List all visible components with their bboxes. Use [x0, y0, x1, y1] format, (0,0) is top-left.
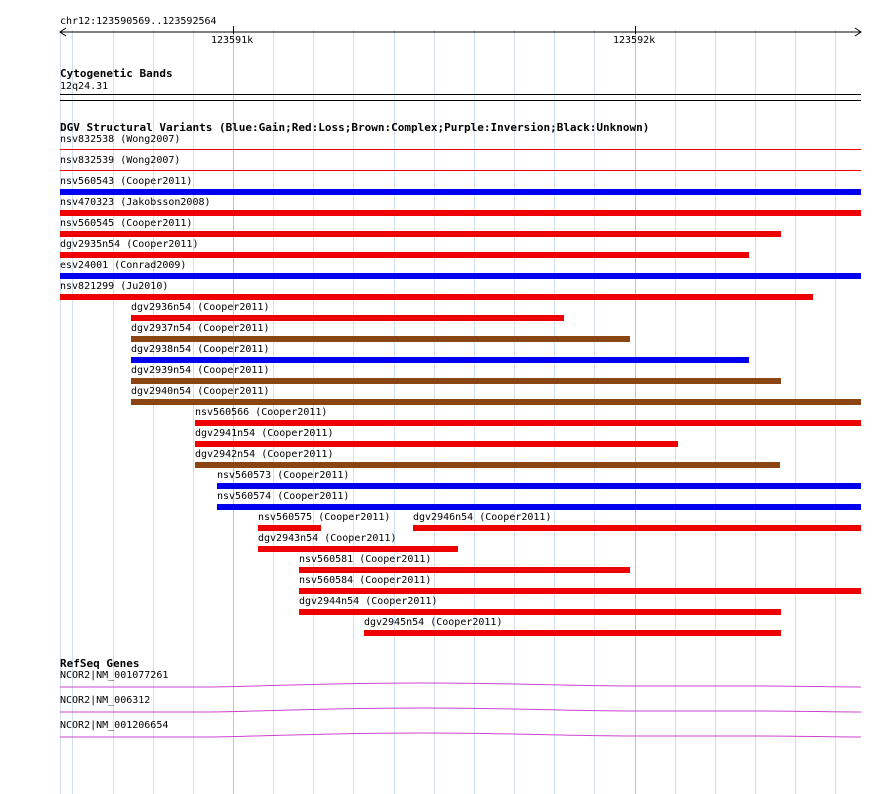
dgv-variant-label[interactable]: dgv2944n54 (Cooper2011) — [299, 596, 438, 607]
refseq-gene-label[interactable]: NCOR2|NM_001206654 — [60, 720, 169, 731]
dgv-variant-bar[interactable] — [131, 315, 564, 321]
refseq-gene-line[interactable] — [0, 680, 890, 690]
dgv-variant-bar[interactable] — [60, 149, 861, 150]
dgv-variant-bar[interactable] — [60, 189, 861, 195]
dgv-variant-bar[interactable] — [60, 210, 861, 216]
dgv-variant-bar[interactable] — [413, 525, 861, 531]
dgv-variant-bar[interactable] — [60, 231, 781, 237]
cytoband-line-bottom[interactable] — [60, 100, 861, 101]
dgv-variant-bar[interactable] — [60, 170, 861, 171]
dgv-variant-label[interactable]: nsv832538 (Wong2007) — [60, 134, 181, 145]
cytoband-track-title: Cytogenetic Bands — [60, 67, 173, 80]
cytoband-label: 12q24.31 — [60, 81, 109, 92]
dgv-variant-bar[interactable] — [195, 462, 780, 468]
dgv-variant-label[interactable]: nsv821299 (Ju2010) — [60, 281, 169, 292]
dgv-variant-label[interactable]: nsv560545 (Cooper2011) — [60, 218, 193, 229]
refseq-gene-line[interactable] — [0, 705, 890, 715]
dgv-variant-label[interactable]: nsv470323 (Jakobsson2008) — [60, 197, 211, 208]
dgv-variant-bar[interactable] — [299, 567, 630, 573]
dgv-variant-label[interactable]: dgv2938n54 (Cooper2011) — [131, 344, 270, 355]
dgv-variant-bar[interactable] — [299, 588, 861, 594]
refseq-gene-label[interactable]: NCOR2|NM_001077261 — [60, 670, 169, 681]
dgv-variant-label[interactable]: dgv2937n54 (Cooper2011) — [131, 323, 270, 334]
dgv-variant-bar[interactable] — [364, 630, 781, 636]
dgv-variant-label[interactable]: dgv2945n54 (Cooper2011) — [364, 617, 503, 628]
dgv-variant-bar[interactable] — [217, 504, 861, 510]
dgv-variant-label[interactable]: nsv560573 (Cooper2011) — [217, 470, 350, 481]
refseq-track-title: RefSeq Genes — [60, 657, 140, 670]
ruler-tick-label: 123592k — [613, 35, 656, 46]
dgv-variant-bar[interactable] — [217, 483, 861, 489]
refseq-gene-label[interactable]: NCOR2|NM_006312 — [60, 695, 151, 706]
dgv-variant-bar[interactable] — [258, 546, 458, 552]
dgv-variant-bar[interactable] — [195, 420, 861, 426]
dgv-variant-bar[interactable] — [60, 252, 749, 258]
dgv-variant-label[interactable]: dgv2939n54 (Cooper2011) — [131, 365, 270, 376]
ruler-line — [0, 26, 890, 40]
dgv-track-title: DGV Structural Variants (Blue:Gain;Red:Loss;Brown:Complex;Purple:Inversion;Black:Unknown) — [60, 121, 650, 134]
dgv-variant-bar[interactable] — [60, 273, 861, 279]
dgv-variant-label[interactable]: nsv560543 (Cooper2011) — [60, 176, 193, 187]
dgv-variant-label[interactable]: nsv560574 (Cooper2011) — [217, 491, 350, 502]
dgv-variant-label[interactable]: dgv2940n54 (Cooper2011) — [131, 386, 270, 397]
dgv-variant-label[interactable]: dgv2942n54 (Cooper2011) — [195, 449, 334, 460]
dgv-variant-bar[interactable] — [299, 609, 781, 615]
dgv-variant-label[interactable]: nsv560566 (Cooper2011) — [195, 407, 328, 418]
dgv-variant-bar[interactable] — [131, 399, 861, 405]
dgv-variant-bar[interactable] — [258, 525, 321, 531]
dgv-variant-label[interactable]: esv24001 (Conrad2009) — [60, 260, 187, 271]
refseq-gene-line[interactable] — [0, 730, 890, 740]
dgv-variant-label[interactable]: dgv2935n54 (Cooper2011) — [60, 239, 199, 250]
dgv-variant-label[interactable]: nsv560581 (Cooper2011) — [299, 554, 432, 565]
dgv-variant-label[interactable]: dgv2943n54 (Cooper2011) — [258, 533, 397, 544]
dgv-variant-label[interactable]: nsv832539 (Wong2007) — [60, 155, 181, 166]
dgv-variant-bar[interactable] — [195, 441, 678, 447]
dgv-variant-bar[interactable] — [131, 336, 630, 342]
cytoband-line-top[interactable] — [60, 94, 861, 95]
dgv-variant-bar[interactable] — [60, 294, 813, 300]
range-label: chr12:123590569..123592564 — [60, 16, 217, 27]
dgv-variant-label[interactable]: dgv2946n54 (Cooper2011) — [413, 512, 552, 523]
ruler-tick-label: 123591k — [211, 35, 254, 46]
dgv-variant-bar[interactable] — [131, 378, 781, 384]
dgv-variant-label[interactable]: dgv2941n54 (Cooper2011) — [195, 428, 334, 439]
dgv-variant-label[interactable]: nsv560584 (Cooper2011) — [299, 575, 432, 586]
dgv-variant-label[interactable]: dgv2936n54 (Cooper2011) — [131, 302, 270, 313]
dgv-variant-bar[interactable] — [131, 357, 749, 363]
dgv-variant-label[interactable]: nsv560575 (Cooper2011) — [258, 512, 391, 523]
